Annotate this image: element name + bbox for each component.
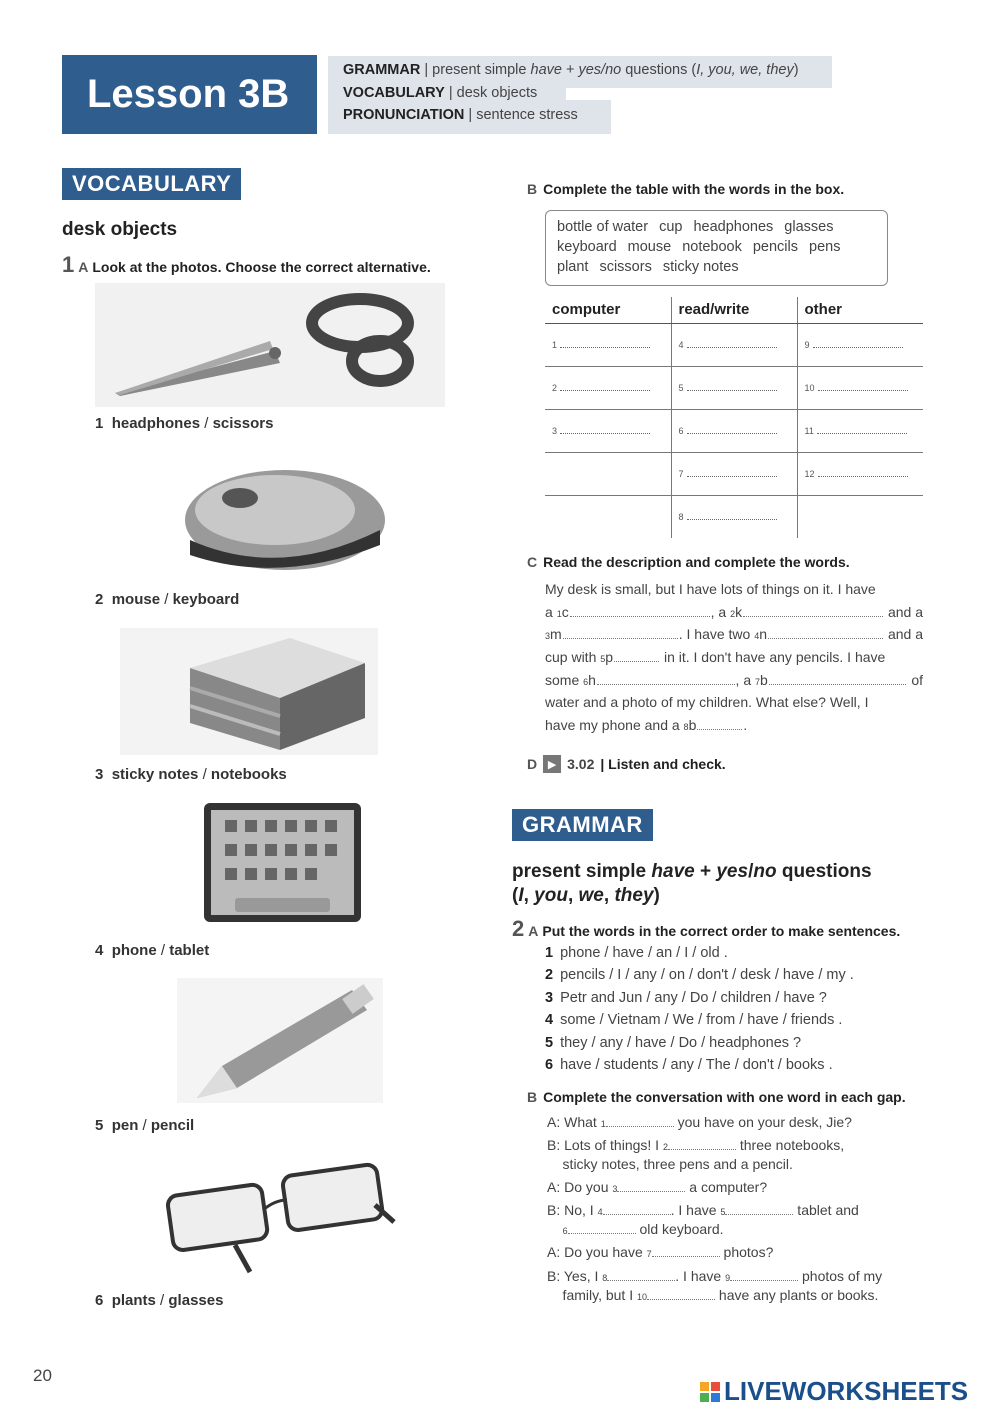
paragraph-text: , a — [710, 603, 731, 620]
paragraph-text: and a — [884, 626, 924, 643]
gap-number: 3 — [552, 425, 558, 436]
sentence-number: 2 — [545, 967, 554, 984]
answer-gap[interactable] — [568, 1222, 636, 1234]
paragraph-line — [545, 604, 923, 627]
answer-gap[interactable] — [614, 650, 659, 662]
answer-gap[interactable] — [768, 627, 883, 639]
item-choice[interactable]: 2 mouse / keyboard — [95, 591, 240, 608]
table-column-header: read/write — [671, 297, 797, 323]
gap-number: 6 — [583, 676, 589, 687]
gap-first-letter: b — [688, 717, 697, 734]
gap-first-letter: k — [735, 603, 743, 620]
word-box-item: pencils — [752, 239, 798, 255]
gap-number: 8 — [683, 722, 689, 733]
answer-gap[interactable] — [647, 1288, 715, 1300]
conversation-text: photos? — [719, 1244, 774, 1260]
conversation-text — [547, 1221, 563, 1237]
pencil-photo — [177, 978, 383, 1103]
vocabulary-focus: VOCABULARY | desk objects — [343, 85, 538, 101]
paragraph-text: . — [743, 717, 748, 734]
sentence-text: some / Vietnam / We / from / have / friends . — [560, 1012, 843, 1029]
gap-number: 8 — [602, 1273, 608, 1283]
sentence-number: 3 — [545, 989, 554, 1006]
sentence-text: they / any / have / Do / headphones ? — [560, 1034, 802, 1051]
table-cell — [545, 495, 671, 538]
sentence-text: have / students / any / The / don't / books . — [560, 1057, 833, 1074]
table-column-header: computer — [545, 297, 671, 323]
description-paragraph — [545, 581, 923, 740]
gap-number: 5 — [678, 382, 684, 393]
lesson-title: Lesson 3B — [62, 55, 317, 134]
exercise-1a-instruction: 1 A Look at the photos. Choose the correct alternative. — [62, 252, 431, 277]
paragraph-text: and a — [884, 603, 923, 620]
conversation-text: photos of my — [798, 1268, 883, 1284]
gap-number: 2 — [552, 382, 558, 393]
sentence-item — [545, 964, 945, 986]
answer-gap[interactable] — [570, 605, 710, 617]
mouse-photo — [180, 460, 385, 575]
paragraph-line — [545, 694, 923, 717]
conversation-text: A: Do you — [547, 1179, 613, 1195]
gap-first-letter: p — [605, 649, 614, 666]
exercise-1c-instruction: C Read the description and complete the words. — [527, 554, 850, 570]
paragraph-text: a — [545, 603, 557, 620]
answer-gap[interactable] — [597, 673, 735, 685]
answer-gap[interactable] — [818, 381, 908, 391]
sentence-number: 4 — [545, 1012, 554, 1029]
answer-gap[interactable] — [652, 1245, 720, 1257]
glasses-photo — [160, 1160, 398, 1275]
table-cell — [671, 452, 797, 495]
item-choice[interactable]: 5 pen / pencil — [95, 1117, 195, 1134]
answer-gap[interactable] — [560, 338, 650, 348]
vocabulary-table — [545, 297, 923, 538]
gap-number: 6 — [562, 1226, 568, 1236]
pronunciation-focus: PRONUNCIATION | sentence stress — [343, 107, 578, 123]
gap-number: 11 — [804, 425, 814, 436]
liveworksheets-logo-icon — [700, 1382, 720, 1402]
conversation-line — [547, 1114, 927, 1133]
gap-number: 10 — [637, 1292, 648, 1302]
item-choice[interactable]: 1 headphones / scissors — [95, 415, 274, 432]
conversation-line — [547, 1137, 927, 1156]
gap-number: 2 — [662, 1142, 668, 1152]
answer-gap[interactable] — [697, 718, 742, 730]
paragraph-text: My desk is small, but I have lots of things on it. I have — [545, 581, 876, 597]
word-box-item: glasses — [784, 219, 834, 235]
sentence-item — [545, 987, 945, 1009]
answer-gap[interactable] — [668, 1138, 736, 1150]
word-box-item: headphones — [693, 219, 774, 235]
sentence-text: phone / have / an / I / old . — [560, 945, 728, 961]
paragraph-text: in it. I don't have any pencils. I have — [660, 649, 886, 666]
sentence-number: 1 — [545, 945, 554, 961]
sentence-text: pencils / I / any / on / don't / desk / have / my . — [560, 967, 854, 984]
paragraph-text: have my phone and a — [545, 717, 684, 734]
sentence-text: Petr and Jun / any / Do / children / have ? — [560, 989, 827, 1006]
gap-number: 9 — [725, 1273, 731, 1283]
paragraph-text: , a — [735, 671, 756, 688]
paragraph-text: some — [545, 671, 584, 688]
table-row — [545, 409, 923, 452]
answer-gap[interactable] — [818, 467, 908, 477]
gap-first-letter: c — [561, 603, 569, 620]
paragraph-text: of — [907, 671, 924, 688]
table-cell — [797, 452, 923, 495]
conversation-text: old keyboard. — [635, 1221, 724, 1237]
conversation-text: have any plants or books. — [715, 1287, 879, 1303]
gap-number: 4 — [597, 1207, 603, 1217]
gap-number: 4 — [678, 339, 684, 350]
conversation-line — [547, 1202, 927, 1221]
table-cell — [545, 323, 671, 366]
brand-logo[interactable]: LIVEWORKSHEETS — [700, 1376, 990, 1407]
conversation-text: . I have — [675, 1268, 726, 1284]
word-box-item: scissors — [599, 259, 652, 275]
gap-first-letter: n — [759, 626, 768, 643]
item-choice[interactable]: 6 plants / glasses — [95, 1292, 224, 1309]
answer-gap[interactable] — [813, 338, 903, 348]
gap-first-letter: h — [588, 671, 596, 688]
sentence-item — [545, 1032, 945, 1054]
sentence-item — [545, 942, 945, 964]
gap-number: 7 — [755, 676, 761, 687]
audio-icon[interactable]: ▶ — [543, 755, 561, 773]
table-cell — [797, 495, 923, 538]
conversation-text: family, but I — [547, 1287, 637, 1303]
sentence-item — [545, 1009, 945, 1031]
gap-number: 1 — [600, 1119, 606, 1129]
vocabulary-subtitle: desk objects — [62, 219, 178, 240]
gap-number: 1 — [552, 339, 558, 350]
paragraph-line — [545, 717, 923, 740]
sentence-number: 5 — [545, 1034, 554, 1051]
table-cell — [797, 366, 923, 409]
word-box-item: bottle of water — [557, 219, 649, 235]
scissors-photo — [95, 283, 445, 407]
sentence-number: 6 — [545, 1057, 554, 1074]
conversation-line — [547, 1244, 927, 1263]
word-box-item: sticky notes — [662, 259, 739, 275]
paragraph-text: . I have two — [678, 626, 755, 643]
conversation-text: three notebooks, — [735, 1137, 845, 1153]
answer-gap[interactable] — [687, 424, 777, 434]
paragraph-text: cup with — [545, 649, 601, 666]
conversation-text: you have on your desk, Jie? — [673, 1114, 852, 1130]
conversation-line — [547, 1179, 927, 1198]
answer-gap[interactable] — [607, 1269, 675, 1281]
tablet-photo — [203, 802, 362, 923]
sentence-list — [545, 942, 945, 1076]
gap-number: 4 — [754, 631, 760, 642]
conversation-text: tablet and — [793, 1202, 859, 1218]
answer-gap[interactable] — [603, 1203, 671, 1215]
answer-gap[interactable] — [769, 673, 907, 685]
answer-gap[interactable] — [725, 1203, 793, 1215]
gap-number: 3 — [545, 631, 551, 642]
answer-gap[interactable] — [817, 424, 907, 434]
paragraph-line — [545, 626, 923, 649]
conversation-line — [547, 1156, 927, 1175]
gap-number: 3 — [612, 1184, 618, 1194]
page-number: 20 — [33, 1366, 52, 1385]
answer-gap[interactable] — [687, 510, 777, 520]
table-row — [545, 452, 923, 495]
word-box-item: notebook — [682, 239, 742, 255]
exercise-1b-instruction: B Complete the table with the words in the box. — [527, 181, 845, 197]
paragraph-line — [545, 649, 923, 672]
sentence-item — [545, 1054, 945, 1076]
gap-number: 9 — [804, 339, 810, 350]
answer-gap[interactable] — [560, 424, 650, 434]
table-row — [545, 323, 923, 366]
answer-gap[interactable] — [606, 1115, 674, 1127]
table-cell — [671, 495, 797, 538]
table-row — [545, 366, 923, 409]
word-box — [545, 210, 888, 286]
exercise-2b-instruction: B Complete the conversation with one word in each gap. — [527, 1089, 906, 1105]
answer-gap[interactable] — [560, 381, 650, 391]
answer-gap[interactable] — [730, 1269, 798, 1281]
table-cell — [545, 452, 671, 495]
gap-number: 10 — [804, 382, 815, 393]
word-box-item: cup — [659, 219, 683, 235]
gap-first-letter: b — [760, 671, 768, 688]
table-cell — [797, 323, 923, 366]
paragraph-line — [545, 581, 923, 604]
gap-number: 5 — [600, 654, 606, 665]
gap-number: 8 — [678, 511, 684, 522]
conversation-text: A: What — [547, 1114, 601, 1130]
item-choice[interactable]: 3 sticky notes / notebooks — [95, 766, 287, 783]
table-cell — [797, 409, 923, 452]
grammar-section-heading: GRAMMAR — [512, 809, 653, 841]
conversation-line — [547, 1287, 927, 1306]
vocabulary-section-heading: VOCABULARY — [62, 168, 241, 200]
table-cell — [671, 409, 797, 452]
conversation-line — [547, 1221, 927, 1240]
sticky-notes-photo — [120, 628, 378, 755]
table-cell — [545, 366, 671, 409]
answer-gap[interactable] — [743, 605, 883, 617]
gap-number: 1 — [556, 608, 562, 619]
answer-gap[interactable] — [617, 1180, 685, 1192]
gap-number: 6 — [678, 425, 684, 436]
conversation-text: B: No, I — [547, 1202, 598, 1218]
exercise-2a-instruction: 2 A Put the words in the correct order to make sentences. — [512, 916, 901, 941]
exercise-1d-instruction: D ▶ 3.02 | Listen and check. — [527, 756, 726, 772]
conversation-text: B: Lots of things! I — [547, 1137, 663, 1153]
paragraph-text: water and a photo of my children. What else? Well, I — [545, 694, 869, 711]
table-cell — [671, 323, 797, 366]
paragraph-line — [545, 672, 923, 695]
gap-first-letter: m — [550, 626, 562, 643]
gap-number: 7 — [678, 468, 684, 479]
gap-number: 5 — [720, 1207, 726, 1217]
conversation-text: A: Do you have — [547, 1244, 647, 1260]
answer-gap[interactable] — [687, 381, 777, 391]
word-box-item: plant — [557, 259, 589, 275]
word-box-item: pens — [809, 239, 841, 255]
grammar-focus: GRAMMAR | present simple have + yes/no questions (I, you, we, they) — [343, 62, 799, 78]
item-choice[interactable]: 4 phone / tablet — [95, 942, 210, 959]
gap-number: 2 — [730, 608, 736, 619]
table-cell — [545, 409, 671, 452]
conversation-text: B: Yes, I — [547, 1268, 603, 1284]
table-cell — [671, 366, 797, 409]
grammar-title: present simple have + yes/no questions (I, you, we, they) — [512, 861, 872, 906]
answer-gap[interactable] — [563, 627, 678, 639]
answer-gap[interactable] — [687, 338, 777, 348]
table-row — [545, 495, 923, 538]
conversation-text: a computer? — [685, 1179, 768, 1195]
answer-gap[interactable] — [687, 467, 777, 477]
table-column-header: other — [797, 297, 923, 323]
word-box-item: keyboard — [557, 239, 617, 255]
word-box-item: mouse — [627, 239, 672, 255]
conversation-text: sticky notes, three pens and a pencil. — [547, 1156, 793, 1172]
conversation-line — [547, 1268, 927, 1287]
conversation-text: . I have — [670, 1202, 721, 1218]
gap-number: 12 — [804, 468, 815, 479]
gap-number: 7 — [646, 1249, 652, 1259]
